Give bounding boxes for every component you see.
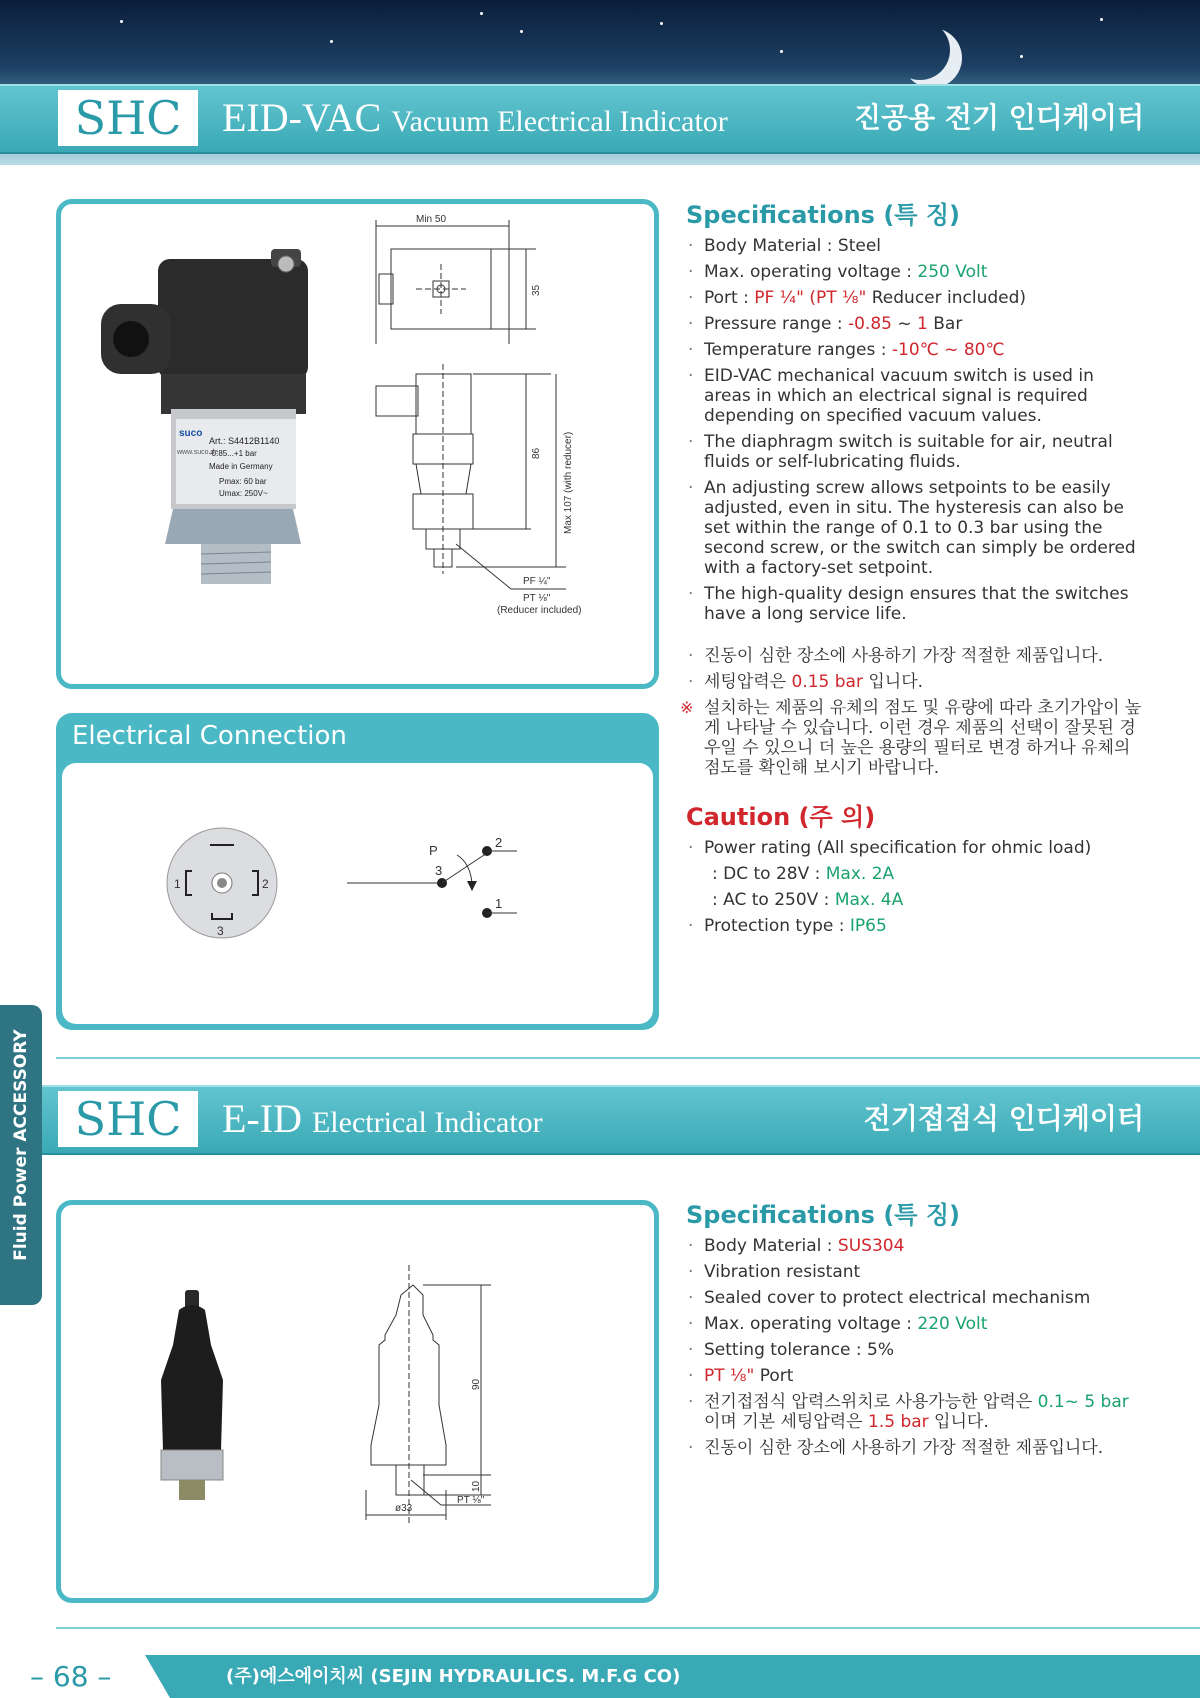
electrical-connection-body	[62, 763, 653, 1024]
dim-pt: PT ⅛"	[523, 593, 551, 604]
label-art: Art.: S4412B1140	[209, 436, 280, 446]
page-footer	[0, 1655, 1200, 1698]
product-image-panel-2	[56, 1200, 659, 1603]
label-made: Made in Germany	[209, 462, 273, 471]
dim-min50: Min 50	[416, 214, 447, 225]
product-illustration	[61, 204, 654, 684]
spec-pressure-range: · Pressure range : -0.85 ~ 1 Bar	[686, 314, 1146, 334]
product-image-panel	[56, 199, 659, 689]
label-site: www.suco.de	[177, 449, 219, 456]
dim-35: 35	[531, 284, 542, 296]
brand-logo: SHC	[58, 90, 198, 146]
label-umax: Umax: 250V~	[219, 489, 268, 498]
section1-title-band	[0, 84, 1200, 154]
dim-pt: PT ⅛"	[457, 1495, 485, 1506]
ko-note-2: · 세팅압력은 0.15 bar 입니다.	[686, 672, 1146, 692]
caution-list-2	[686, 916, 1146, 936]
switch-schematic	[347, 835, 517, 918]
star-icon	[520, 30, 523, 33]
side-category-label: Fluid Power ACCESSORY	[11, 1029, 31, 1261]
moon-icon	[890, 20, 950, 80]
page-number: – 68 –	[30, 1660, 112, 1693]
product-name: Vacuum Electrical Indicator	[391, 105, 728, 138]
switch-3-label: 3	[435, 863, 443, 878]
brand-logo: SHC	[58, 1091, 198, 1147]
dim-reducer: (Reducer included)	[497, 605, 582, 616]
pin-2-label: 2	[262, 877, 269, 891]
switch-2-label: 2	[495, 835, 503, 850]
dimension-drawing	[376, 220, 566, 589]
label-brand: suco	[179, 428, 203, 439]
spec-ko-vibration: · 진동이 심한 장소에 사용하기 가장 적절한 제품입니다.	[686, 1438, 1146, 1458]
connector-pin-diagram	[167, 828, 277, 938]
spec-port: · PT ⅛" Port	[686, 1366, 1146, 1386]
caution-power-rating: · Power rating (All specification for ohmic load)	[686, 838, 1146, 858]
star-icon	[1100, 18, 1103, 21]
switch-1-label: 1	[495, 896, 503, 911]
section1-specifications	[686, 198, 1146, 942]
caution-list	[686, 838, 1146, 858]
spec-body-material: · Body Material : SUS304	[686, 1236, 1146, 1256]
star-icon	[480, 12, 483, 15]
dim-max107: Max 107 (with reducer)	[563, 431, 574, 534]
star-icon	[120, 20, 123, 23]
product-name: Electrical Indicator	[311, 1106, 543, 1139]
label-pmax: Pmax: 60 bar	[219, 477, 267, 486]
spec-desc-3: · An adjusting screw allows setpoints to be easily adjusted, even in situ. The hysteresis can also be set within the range of 0.1 to 0.3 bar using the second screw, or the switch can simply be ordered with a factory-set setpoint.	[686, 478, 1146, 578]
company-name: (주)에스에이치씨 (SEJIN HYDRAULICS. M.F.G CO)	[226, 1666, 681, 1687]
spec-list	[686, 236, 1146, 624]
side-category-tab[interactable]	[0, 1005, 42, 1305]
dim-86: 86	[531, 447, 542, 459]
product-title-korean: 전기접점식 인디케이터	[863, 1102, 1144, 1135]
product-model: EID-VAC	[222, 95, 382, 140]
caution-dc: : DC to 28V : Max. 2A	[712, 864, 895, 884]
star-icon	[780, 50, 783, 53]
product-title	[222, 88, 728, 152]
spec-sealed-cover: · Sealed cover to protect electrical mechanism	[686, 1288, 1146, 1308]
spec-desc-2: · The diaphragm switch is suitable for air, neutral fluids or self-lubricating fluids.	[686, 432, 1146, 472]
pin-3-label: 3	[217, 924, 224, 938]
spec-body-material: · Body Material : Steel	[686, 236, 1146, 256]
electrical-connection-panel	[56, 713, 659, 1030]
label-range: -0.85...+1 bar	[209, 449, 257, 458]
specifications-heading: Specifications (특 징)	[686, 1201, 960, 1229]
electrical-connection-title: Electrical Connection	[72, 721, 347, 751]
product-model: E-ID	[222, 1096, 302, 1141]
section-divider	[56, 1057, 1200, 1059]
korean-notes	[686, 646, 1146, 778]
caution-heading: Caution (주 의)	[686, 803, 876, 831]
product-title-korean: 진공용 전기 인디케이터	[854, 101, 1144, 134]
product-illustration-2	[61, 1205, 654, 1598]
dim-dia33: ø33	[395, 1503, 413, 1514]
spec-desc-1: · EID-VAC mechanical vacuum switch is used in areas in which an electrical signal is required depending on specified vacuum values.	[686, 366, 1146, 426]
pressure-switch-photo	[101, 249, 308, 584]
spec-vibration: · Vibration resistant	[686, 1262, 1146, 1282]
spec-ko-range: · 전기접점식 압력스위치로 사용가능한 압력은 0.1~ 5 bar 이며 기본 세팅압력은 1.5 bar 입니다.	[686, 1392, 1146, 1432]
caution-ac: : AC to 250V : Max. 4A	[712, 890, 904, 910]
wiring-diagram	[62, 763, 653, 1018]
dim-pf: PF ¼"	[523, 576, 551, 587]
product-title	[222, 1089, 543, 1153]
spec-temperature: · Temperature ranges : -10℃ ~ 80℃	[686, 340, 1146, 360]
ko-note-1: · 진동이 심한 장소에 사용하기 가장 적절한 제품입니다.	[686, 646, 1146, 666]
spec-voltage: · Max. operating voltage : 250 Volt	[686, 262, 1146, 282]
spec-voltage: · Max. operating voltage : 220 Volt	[686, 1314, 1146, 1334]
spec-tolerance: · Setting tolerance : 5%	[686, 1340, 1146, 1360]
dim-10: 10	[471, 1480, 482, 1492]
dim-90: 90	[471, 1378, 482, 1390]
star-icon	[330, 40, 333, 43]
specifications-heading: Specifications (특 징)	[686, 201, 960, 229]
caution-protection: · Protection type : IP65	[686, 916, 1146, 936]
pin-1-label: 1	[174, 877, 181, 891]
switch-p-label: P	[429, 843, 438, 858]
section2-title-band	[0, 1085, 1200, 1155]
section-divider	[56, 1627, 1200, 1629]
spec-list-2	[686, 1236, 1146, 1458]
electrical-indicator-photo	[161, 1290, 223, 1500]
star-icon	[660, 22, 663, 25]
ko-caution-note: ※ 설치하는 제품의 유체의 점도 및 유량에 따라 초기가압이 높게 나타날 수 있습니다. 이런 경우 제품의 선택이 잘못된 경우일 수 있으니 더 높은 용량의 필터로 변경 하거나 유체의 점도를 확인해 보시기 바랍니다.	[686, 698, 1146, 778]
spec-desc-4: · The high-quality design ensures that the switches have a long service life.	[686, 584, 1146, 624]
spec-port: · Port : PF ¼" (PT ⅛" Reducer included)	[686, 288, 1146, 308]
star-icon	[1020, 55, 1023, 58]
section2-specifications	[686, 1198, 1146, 1464]
